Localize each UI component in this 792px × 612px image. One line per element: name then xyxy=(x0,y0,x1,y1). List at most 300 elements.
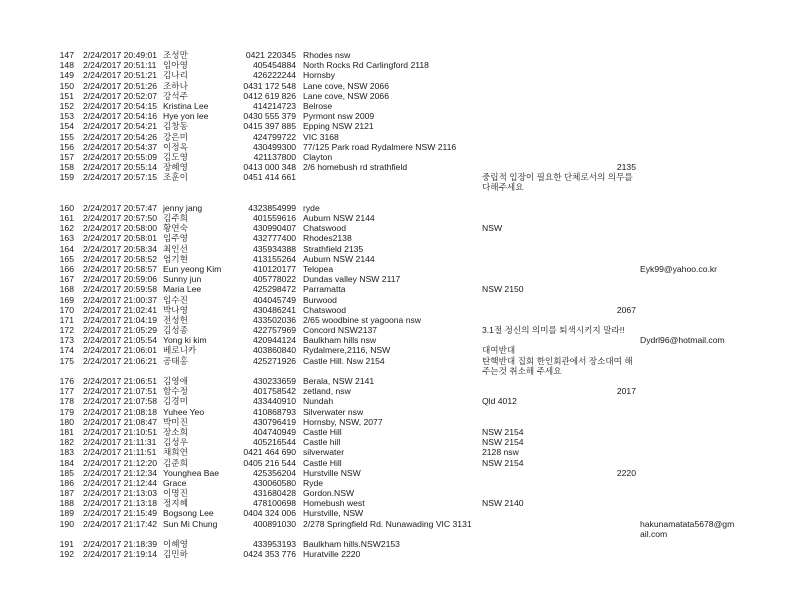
table-row xyxy=(0,203,792,213)
table-row xyxy=(0,458,792,468)
address-cell: Huratville 2220 xyxy=(303,549,361,560)
timestamp-cell: 2/24/2017 21:05:54 xyxy=(83,335,158,346)
timestamp-cell: 2/24/2017 21:05:29 xyxy=(83,325,158,336)
timestamp-cell: 2/24/2017 20:51:21 xyxy=(83,70,158,81)
email-cell xyxy=(640,162,736,172)
email-cell xyxy=(640,101,736,111)
address-cell: Hornsby xyxy=(303,70,335,81)
name-cell: Sunny jun xyxy=(163,274,202,285)
email-cell xyxy=(640,539,736,549)
phone-cell: 0421 464 690 xyxy=(243,447,296,458)
name-cell: 김성우 xyxy=(163,437,188,448)
timestamp-cell: 2/24/2017 21:19:14 xyxy=(83,549,158,560)
email-cell: Dydrl96@hotmail.com xyxy=(640,335,725,346)
timestamp-cell: 2/24/2017 20:58:57 xyxy=(83,263,158,274)
email-cell xyxy=(640,549,736,559)
name-cell: 베로니카 xyxy=(163,345,197,356)
postcode-cell: 2017 xyxy=(616,386,636,397)
timestamp-cell: 2/24/2017 20:51:11 xyxy=(83,60,157,71)
timestamp-cell: 2/24/2017 21:18:39 xyxy=(83,539,158,549)
timestamp-cell: 2/24/2017 21:04:19 xyxy=(83,314,158,325)
name-cell: Maria Lee xyxy=(163,284,202,295)
note-cell: NSW 2154 xyxy=(482,437,524,448)
table-row xyxy=(0,101,792,111)
row-number-cell: 175 xyxy=(59,355,74,366)
row-number-cell: 151 xyxy=(59,90,74,101)
row-number-cell: 185 xyxy=(59,467,74,478)
phone-cell: 424799722 xyxy=(252,131,296,142)
phone-cell: 433440910 xyxy=(252,396,296,407)
phone-cell: 433953193 xyxy=(252,539,296,549)
email-cell xyxy=(640,91,736,101)
row-number-cell: 180 xyxy=(59,416,74,427)
address-cell: Pyrmont nsw 2009 xyxy=(303,111,375,122)
name-cell: 엄기현 xyxy=(163,253,188,264)
table-row xyxy=(0,437,792,447)
row-number-cell: 155 xyxy=(59,131,74,142)
name-cell: jenny jang xyxy=(163,202,203,213)
address-cell: Baulkham hills nsw xyxy=(303,335,377,346)
phone-cell: 0405 216 544 xyxy=(243,457,296,468)
note-cell: 3.1절 정신의 의미를 퇴색시키지 말라!! xyxy=(482,325,625,336)
table-row xyxy=(0,132,792,142)
note-cell xyxy=(482,549,640,559)
timestamp-cell: 2/24/2017 20:59:58 xyxy=(83,284,158,295)
timestamp-cell: 2/24/2017 20:58:34 xyxy=(83,243,158,254)
row-number-cell: 186 xyxy=(59,477,74,488)
note-cell: 탄핵반대 집회 한인회관에서 장소대여 해 주는것 취소해 주세요 xyxy=(482,355,633,376)
table-row xyxy=(0,519,792,539)
note-cell xyxy=(482,519,640,539)
timestamp-cell: 2/24/2017 20:57:50 xyxy=(83,213,158,223)
email-cell xyxy=(640,498,736,508)
email-cell xyxy=(640,152,736,162)
phone-cell: 430796419 xyxy=(252,416,296,427)
table-row xyxy=(0,111,792,121)
timestamp-cell: 2/24/2017 21:10:51 xyxy=(83,426,158,437)
table-row xyxy=(0,295,792,305)
name-cell: 임아영 xyxy=(163,60,188,71)
timestamp-cell: 2/24/2017 20:54:26 xyxy=(83,131,158,142)
timestamp-cell: 2/24/2017 20:51:26 xyxy=(83,80,158,91)
address-cell: Telopea xyxy=(303,263,334,274)
email-cell xyxy=(640,244,736,254)
row-number-cell: 152 xyxy=(59,100,74,111)
email-cell xyxy=(640,386,736,396)
phone-cell: 426222244 xyxy=(252,70,296,81)
address-cell: Baulkham hills.NSW2153 xyxy=(303,539,400,549)
row-number-cell: 154 xyxy=(59,121,74,132)
address-cell: Chatswood xyxy=(303,304,346,315)
row-number-cell: 173 xyxy=(59,335,74,346)
note-cell xyxy=(482,407,640,417)
phone-cell: 425298472 xyxy=(252,284,296,295)
timestamp-cell: 2/24/2017 20:54:16 xyxy=(83,111,158,122)
phone-cell: 425271926 xyxy=(252,355,296,366)
address-cell: Chatswood xyxy=(303,223,346,234)
timestamp-cell: 2/24/2017 20:55:09 xyxy=(83,151,158,162)
name-cell: Bogsong Lee xyxy=(163,508,214,519)
table-row xyxy=(0,396,792,406)
address-cell: Hurstville, NSW xyxy=(303,508,364,519)
phone-cell: 0412 619 826 xyxy=(243,90,296,101)
phone-cell: 430233659 xyxy=(252,376,296,386)
note-cell xyxy=(482,254,640,264)
table-row xyxy=(0,305,792,315)
table-row xyxy=(0,81,792,91)
address-cell: Berala, NSW 2141 xyxy=(303,376,375,386)
phone-cell: 0413 000 348 xyxy=(243,162,296,173)
phone-cell: 405216544 xyxy=(252,437,296,448)
table-row xyxy=(0,223,792,233)
email-cell xyxy=(640,356,736,376)
note-cell xyxy=(482,121,640,131)
table-row xyxy=(0,427,792,437)
timestamp-cell: 2/24/2017 20:58:00 xyxy=(83,223,158,234)
email-cell xyxy=(640,305,736,315)
row-number-cell: 157 xyxy=(59,151,74,162)
row-number-cell: 181 xyxy=(59,426,74,437)
table-row xyxy=(0,447,792,457)
address-cell xyxy=(303,172,482,192)
name-cell: 박미진 xyxy=(163,416,188,427)
timestamp-cell: 2/24/2017 21:13:03 xyxy=(83,488,158,499)
name-cell: 조훈이 xyxy=(163,172,188,183)
name-cell: 함수정 xyxy=(163,386,188,397)
row-number-cell: 172 xyxy=(59,325,74,336)
table-row xyxy=(0,213,792,223)
name-cell: 이명진 xyxy=(163,488,188,499)
email-cell xyxy=(640,345,736,355)
postcode-cell: 2220 xyxy=(616,467,636,478)
row-number-cell: 166 xyxy=(59,263,74,274)
note-cell xyxy=(482,264,640,274)
note-cell xyxy=(482,478,640,488)
timestamp-cell: 2/24/2017 20:57:15 xyxy=(83,172,158,183)
row-number-cell: 161 xyxy=(59,213,74,223)
table-row xyxy=(0,335,792,345)
phone-cell: 0431 172 548 xyxy=(243,80,296,91)
timestamp-cell: 2/24/2017 21:12:34 xyxy=(83,467,158,478)
address-cell: Rhodes nsw xyxy=(303,50,351,60)
address-cell: Clayton xyxy=(303,151,333,162)
note-cell xyxy=(482,233,640,243)
row-number-cell: 149 xyxy=(59,70,74,81)
phone-cell: 433502036 xyxy=(252,314,296,325)
phone-cell: 422757969 xyxy=(252,325,296,336)
row-number-cell: 190 xyxy=(59,518,74,529)
note-cell xyxy=(482,60,640,70)
address-cell: Rhodes2138 xyxy=(303,233,352,244)
address-cell: ryde xyxy=(303,202,320,213)
address-cell: Hornsby, NSW, 2077 xyxy=(303,416,383,427)
note-cell xyxy=(482,274,640,284)
email-cell xyxy=(640,50,736,60)
note-cell xyxy=(482,142,640,152)
timestamp-cell: 2/24/2017 20:54:21 xyxy=(83,121,158,132)
note-cell xyxy=(482,508,640,518)
timestamp-cell: 2/24/2017 20:54:15 xyxy=(83,100,158,111)
table-row xyxy=(0,407,792,417)
note-cell xyxy=(482,213,640,223)
address-cell: Castle Hill. Nsw 2154 xyxy=(303,355,385,366)
name-cell: 김나리 xyxy=(163,70,188,81)
address-cell: Lane cove, NSW 2066 xyxy=(303,90,389,101)
row-number-cell: 184 xyxy=(59,457,74,468)
name-cell: 김경미 xyxy=(163,396,188,407)
phone-cell: 405454884 xyxy=(252,60,296,71)
table-row xyxy=(0,376,792,386)
table-row xyxy=(0,284,792,294)
row-number-cell: 174 xyxy=(59,345,74,356)
table-row xyxy=(0,121,792,131)
table-row xyxy=(0,91,792,101)
timestamp-cell: 2/24/2017 21:02:41 xyxy=(83,304,158,315)
timestamp-cell: 2/24/2017 21:08:18 xyxy=(83,406,158,417)
email-cell xyxy=(640,488,736,498)
email-cell xyxy=(640,233,736,243)
email-cell xyxy=(640,315,736,325)
timestamp-cell: 2/24/2017 21:13:18 xyxy=(83,498,158,509)
note-cell xyxy=(482,132,640,142)
note-cell xyxy=(482,70,640,80)
email-cell xyxy=(640,396,736,406)
timestamp-cell: 2/24/2017 20:57:47 xyxy=(83,202,158,213)
table-row xyxy=(0,274,792,284)
table-row xyxy=(0,254,792,264)
note-cell xyxy=(482,50,640,60)
email-cell xyxy=(640,121,736,131)
row-number-cell: 170 xyxy=(59,304,74,315)
address-cell: Belrose xyxy=(303,100,333,111)
timestamp-cell: 2/24/2017 21:07:58 xyxy=(83,396,158,407)
timestamp-cell: 2/24/2017 21:15:49 xyxy=(83,508,158,519)
note-cell xyxy=(482,488,640,498)
timestamp-cell: 2/24/2017 21:17:42 xyxy=(83,518,158,529)
phone-cell: 4323854999 xyxy=(248,202,296,213)
note-cell xyxy=(482,203,640,213)
row-number-cell: 191 xyxy=(59,539,74,549)
note-cell: 대여반대 xyxy=(482,345,516,356)
table-row xyxy=(0,315,792,325)
name-cell: 조하나 xyxy=(163,80,188,91)
postcode-cell: 2067 xyxy=(616,304,636,315)
name-cell: 이정옥 xyxy=(163,141,188,152)
timestamp-cell: 2/24/2017 21:07:51 xyxy=(83,386,158,397)
name-cell: 임주영 xyxy=(163,233,188,244)
phone-cell: 430990407 xyxy=(252,223,296,234)
email-cell xyxy=(640,417,736,427)
phone-cell: 420944124 xyxy=(252,335,296,346)
email-cell xyxy=(640,427,736,437)
table-row xyxy=(0,468,792,478)
phone-cell: 403860840 xyxy=(252,345,296,356)
timestamp-cell: 2/24/2017 21:11:51 xyxy=(83,447,157,458)
email-cell xyxy=(640,254,736,264)
timestamp-cell: 2/24/2017 21:06:51 xyxy=(83,376,158,386)
email-cell: hakunamatata5678@gmail.com xyxy=(640,518,735,539)
phone-cell: 414214723 xyxy=(252,100,296,111)
address-cell: Castle hill xyxy=(303,437,341,448)
address-cell: 2/278 Springfield Rd. Nunawading VIC 3131 xyxy=(303,518,472,529)
phone-cell: 400891030 xyxy=(252,518,296,529)
table-row xyxy=(0,488,792,498)
table-row xyxy=(0,264,792,274)
address-cell: Ryde xyxy=(303,477,324,488)
phone-cell: 0424 353 776 xyxy=(243,549,296,560)
address-cell: Auburn NSW 2144 xyxy=(303,253,375,264)
address-cell: Rydalmere,2116, NSW xyxy=(303,345,391,356)
name-cell: 김주희 xyxy=(163,213,188,223)
name-cell: 이혜영 xyxy=(163,539,188,549)
name-cell: Eun yeong Kim xyxy=(163,263,222,274)
phone-cell: 430486241 xyxy=(252,304,296,315)
timestamp-cell: 2/24/2017 21:12:20 xyxy=(83,457,158,468)
row-number-cell: 188 xyxy=(59,498,74,509)
table-row xyxy=(0,60,792,70)
name-cell: 정지혜 xyxy=(163,498,188,509)
name-cell: 임수진 xyxy=(163,294,188,305)
phone-cell: 478100698 xyxy=(252,498,296,509)
name-cell: 조성만 xyxy=(163,50,188,60)
name-cell: 최인선 xyxy=(163,243,188,254)
note-cell xyxy=(482,101,640,111)
timestamp-cell: 2/24/2017 20:59:06 xyxy=(83,274,158,285)
email-cell xyxy=(640,284,736,294)
address-cell: Lane cove, NSW 2066 xyxy=(303,80,389,91)
name-cell: 김도영 xyxy=(163,151,188,162)
email-cell xyxy=(640,81,736,91)
email-cell xyxy=(640,111,736,121)
table-row xyxy=(0,244,792,254)
table-row xyxy=(0,549,792,559)
name-cell: Yong ki kim xyxy=(163,335,207,346)
phone-cell: 405778022 xyxy=(252,274,296,285)
timestamp-cell: 2/24/2017 21:06:01 xyxy=(83,345,158,356)
phone-cell: 0421 220345 xyxy=(245,50,296,60)
name-cell: Younghea Bae xyxy=(163,467,220,478)
address-cell: Castle Hill xyxy=(303,426,342,437)
timestamp-cell: 2/24/2017 20:52:07 xyxy=(83,90,158,101)
email-cell xyxy=(640,142,736,152)
address-cell: Strathfield 2135 xyxy=(303,243,364,254)
address-cell: Hurstville NSW xyxy=(303,467,361,478)
timestamp-cell: 2/24/2017 21:12:44 xyxy=(83,477,158,488)
phone-cell: 435934388 xyxy=(252,243,296,254)
row-number-cell: 162 xyxy=(59,223,74,234)
note-cell: Qld 4012 xyxy=(482,396,517,407)
note-cell xyxy=(482,539,640,549)
row-number-cell: 169 xyxy=(59,294,74,305)
table-row xyxy=(0,152,792,162)
row-number-cell: 163 xyxy=(59,233,74,244)
email-cell xyxy=(640,203,736,213)
note-cell: NSW 2154 xyxy=(482,426,524,437)
email-cell xyxy=(640,132,736,142)
name-cell: Hye yon lee xyxy=(163,111,209,122)
row-number-cell: 164 xyxy=(59,243,74,254)
note-cell xyxy=(482,417,640,427)
table-row xyxy=(0,539,792,549)
row-number-cell: 167 xyxy=(59,274,74,285)
table-row xyxy=(0,325,792,335)
row-number-cell: 192 xyxy=(59,549,74,560)
phone-cell: 410120177 xyxy=(252,263,296,274)
phone-cell: 401758542 xyxy=(252,386,296,397)
table-row xyxy=(0,498,792,508)
phone-cell: 404740949 xyxy=(252,426,296,437)
address-cell: Dundas valley NSW 2117 xyxy=(303,274,401,285)
name-cell: 김준희 xyxy=(163,457,188,468)
address-cell: Nundah xyxy=(303,396,334,407)
address-cell: Silverwater nsw xyxy=(303,406,364,417)
timestamp-cell: 2/24/2017 21:00:37 xyxy=(83,294,158,305)
address-cell: Epping NSW 2121 xyxy=(303,121,374,132)
phone-cell: 404045749 xyxy=(252,294,296,305)
row-number-cell: 165 xyxy=(59,253,74,264)
note-cell xyxy=(482,91,640,101)
address-cell: Auburn NSW 2144 xyxy=(303,213,375,223)
name-cell: Sun Mi Chung xyxy=(163,518,218,529)
phone-cell: 413155264 xyxy=(252,253,296,264)
email-cell xyxy=(640,508,736,518)
email-cell xyxy=(640,437,736,447)
timestamp-cell: 2/24/2017 21:06:21 xyxy=(83,355,158,366)
table-row xyxy=(0,142,792,152)
phone-cell: 432777400 xyxy=(252,233,296,244)
phone-cell: 430060580 xyxy=(252,477,296,488)
address-cell: Gordon.NSW xyxy=(303,488,355,499)
note-cell xyxy=(482,335,640,345)
phone-cell: 0415 397 885 xyxy=(243,121,296,132)
row-number-cell: 183 xyxy=(59,447,74,458)
table-row xyxy=(0,70,792,80)
name-cell: 김영애 xyxy=(163,376,188,386)
note-cell xyxy=(482,81,640,91)
email-cell xyxy=(640,468,736,478)
phone-cell: 410868793 xyxy=(252,406,296,417)
row-number-cell: 171 xyxy=(59,314,74,325)
row-number-cell: 182 xyxy=(59,437,74,448)
email-cell xyxy=(640,458,736,468)
name-cell: Yuhee Yeo xyxy=(163,406,205,417)
email-cell xyxy=(640,223,736,233)
timestamp-cell: 2/24/2017 20:55:14 xyxy=(83,162,158,173)
note-cell: NSW xyxy=(482,223,503,234)
name-cell: 김성종 xyxy=(163,325,188,336)
email-cell xyxy=(640,274,736,284)
address-cell: silverwater xyxy=(303,447,345,458)
address-cell: Parramatta xyxy=(303,284,346,295)
name-cell: Kristina Lee xyxy=(163,100,209,111)
phone-cell: 421137800 xyxy=(253,151,296,162)
row-number-cell: 168 xyxy=(59,284,74,295)
name-cell: 황연숙 xyxy=(163,223,188,234)
row-number-cell: 178 xyxy=(59,396,74,407)
address-cell: North Rocks Rd Carlingford 2118 xyxy=(303,60,429,71)
address-cell: Castle Hill xyxy=(303,457,342,468)
phone-cell: 0404 324 006 xyxy=(243,508,296,519)
row-number-cell: 147 xyxy=(59,50,74,60)
table-row xyxy=(0,478,792,488)
signature-table xyxy=(0,50,792,559)
name-cell: 김민하 xyxy=(163,549,188,560)
email-cell xyxy=(640,478,736,488)
phone-cell: 425356204 xyxy=(252,467,296,478)
address-cell: 2/6 homebush rd strathfield xyxy=(303,162,408,173)
table-row xyxy=(0,508,792,518)
note-cell: 2128 nsw xyxy=(482,447,519,458)
